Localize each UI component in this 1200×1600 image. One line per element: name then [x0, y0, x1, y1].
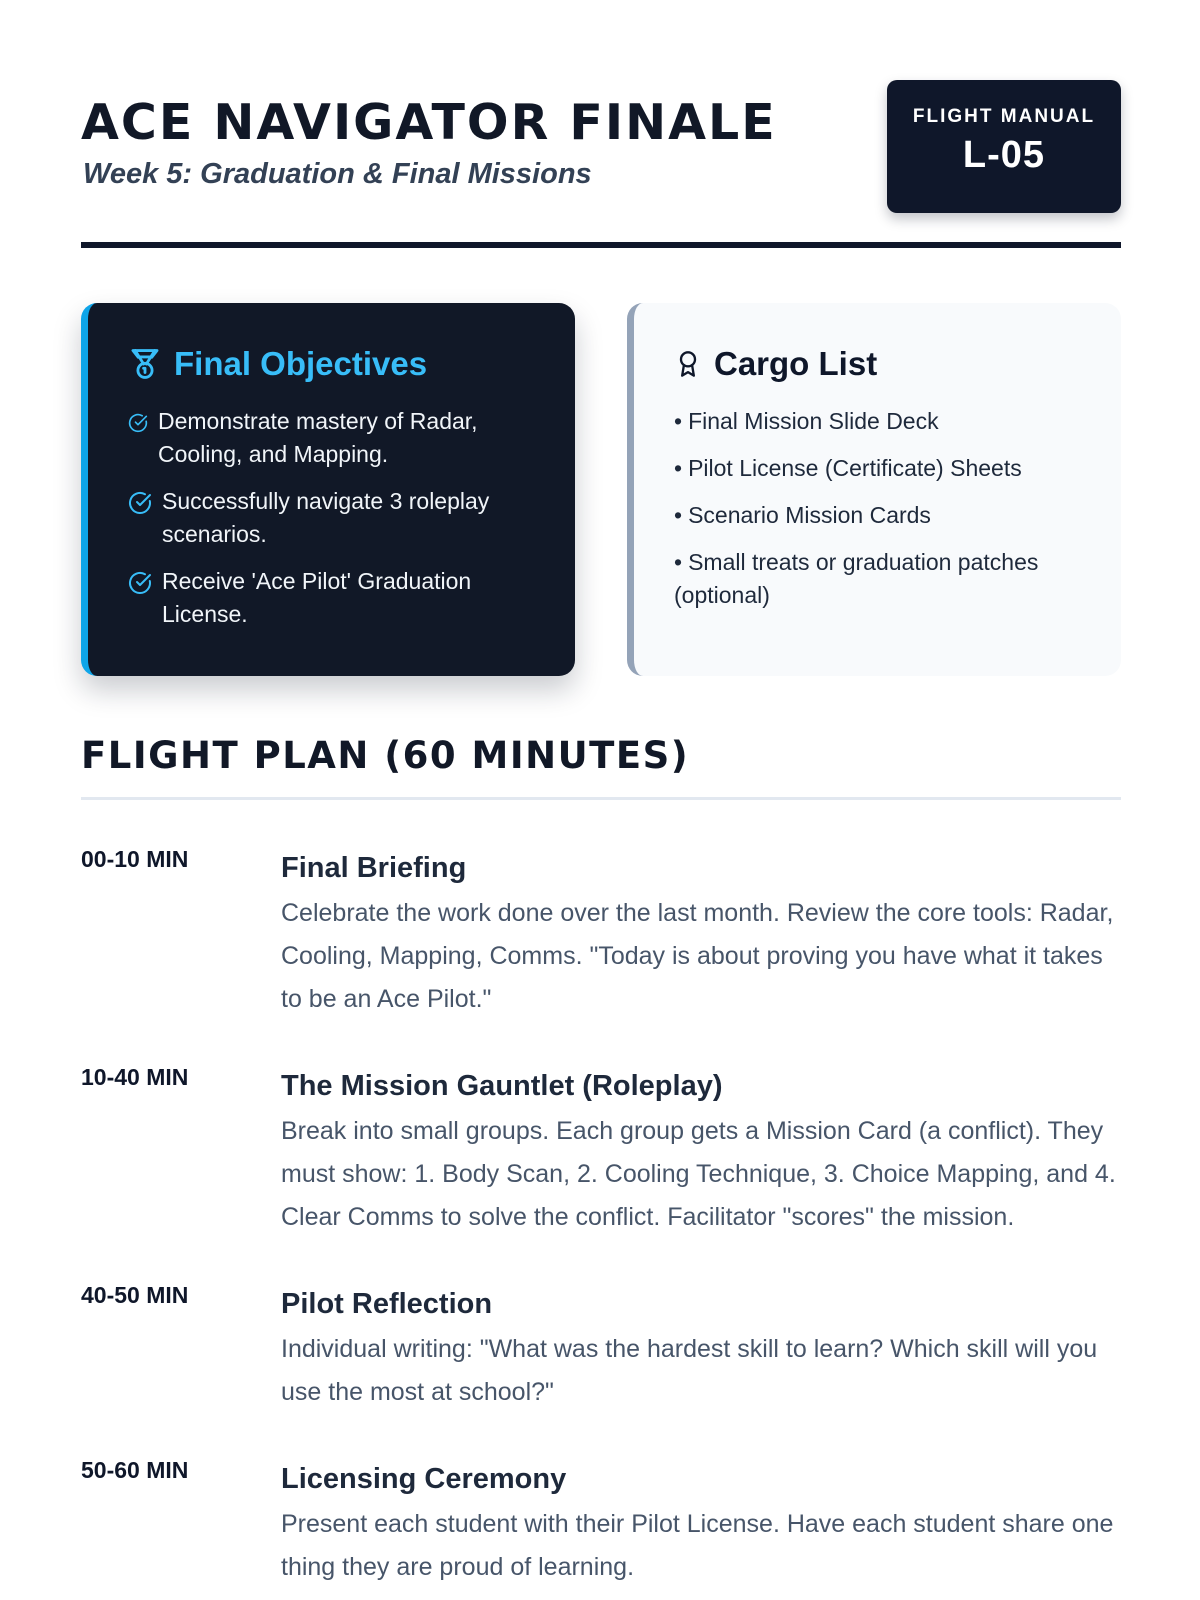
flight-plan-heading: FLIGHT PLAN (60 MINUTES) [81, 734, 690, 777]
cargo-item [674, 405, 1091, 438]
step-time: 40-50 MIN [81, 1282, 189, 1308]
objective-text: Successfully navigate 3 roleplay scenarios. [162, 488, 490, 547]
page-header [81, 80, 1121, 242]
objective-text: Receive 'Ace Pilot' Graduation License. [162, 568, 472, 627]
step-title: Licensing Ceremony [281, 1463, 567, 1495]
page-title: ACE NAVIGATOR FINALE [81, 94, 777, 151]
medal-icon [128, 347, 162, 381]
bullet-marker: • [674, 502, 683, 528]
cargo-item [674, 452, 1091, 485]
step-description: Break into small groups. Each group gets a Mission Card (a conflict). They must show: 1. Body Scan, 2. Cooling Technique, 3. Choice Mapping, and 4. Clear Comms to solve the conflict. Facilitator "scores" the mission. [281, 1117, 1116, 1231]
step-title: Pilot Reflection [281, 1288, 493, 1320]
summary-cards [81, 303, 1121, 676]
objective-item [128, 565, 545, 631]
flight-plan-timeline [81, 844, 1121, 1589]
step-body [281, 1455, 1121, 1589]
step-time: 50-60 MIN [81, 1457, 189, 1483]
objectives-list [128, 405, 545, 631]
plan-step [81, 1280, 1121, 1414]
step-title: The Mission Gauntlet (Roleplay) [281, 1070, 723, 1102]
check-circle-icon [128, 571, 152, 595]
plan-step [81, 1455, 1121, 1589]
header-divider [81, 242, 1121, 248]
badge-code: L-05 [962, 134, 1046, 176]
section-divider [81, 797, 1121, 800]
step-description: Individual writing: "What was the hardest skill to learn? Which skill will you use the most at school?" [281, 1335, 1098, 1406]
step-time: 10-40 MIN [81, 1064, 189, 1090]
cargo-item-text: Pilot License (Certificate) Sheets [688, 455, 1022, 481]
cargo-item-text: Small treats or graduation patches (optional) [674, 549, 1039, 608]
bullet-marker: • [674, 455, 683, 481]
step-body [281, 1280, 1121, 1414]
step-time: 00-10 MIN [81, 846, 189, 872]
plan-step [81, 1062, 1121, 1239]
objective-text: Demonstrate mastery of Radar, Cooling, and Mapping. [158, 408, 478, 467]
cargo-heading-text: Cargo List [714, 345, 878, 382]
cargo-item-text: Final Mission Slide Deck [688, 408, 939, 434]
objectives-heading-text: Final Objectives [174, 345, 428, 382]
flight-plan-section [81, 734, 1121, 1589]
objective-item [128, 405, 545, 471]
cargo-card [627, 303, 1121, 676]
check-circle-icon [128, 413, 148, 433]
cargo-item [674, 499, 1091, 532]
check-circle-icon [128, 491, 152, 515]
cargo-item-text: Scenario Mission Cards [688, 502, 931, 528]
cargo-item [674, 546, 1091, 612]
page-subtitle: Week 5: Graduation & Final Missions [83, 158, 592, 190]
step-description: Present each student with their Pilot License. Have each student share one thing they are proud of learning. [281, 1510, 1114, 1581]
plan-step [81, 844, 1121, 1021]
step-body [281, 1062, 1121, 1239]
objectives-heading [128, 345, 545, 383]
cargo-heading [674, 345, 1091, 383]
step-title: Final Briefing [281, 852, 467, 884]
badge-label: FLIGHT MANUAL [912, 106, 1096, 127]
step-body [281, 844, 1121, 1021]
award-icon [674, 350, 702, 378]
objective-item [128, 485, 545, 551]
bullet-marker: • [674, 549, 683, 575]
objectives-card [81, 303, 575, 676]
step-description: Celebrate the work done over the last month. Review the core tools: Radar, Cooling, Mapping, Comms. "Today is about proving you have what it takes to be an Ace Pilot." [281, 899, 1114, 1013]
cargo-list [674, 405, 1091, 612]
bullet-marker: • [674, 408, 683, 434]
flight-manual-badge [887, 80, 1121, 213]
